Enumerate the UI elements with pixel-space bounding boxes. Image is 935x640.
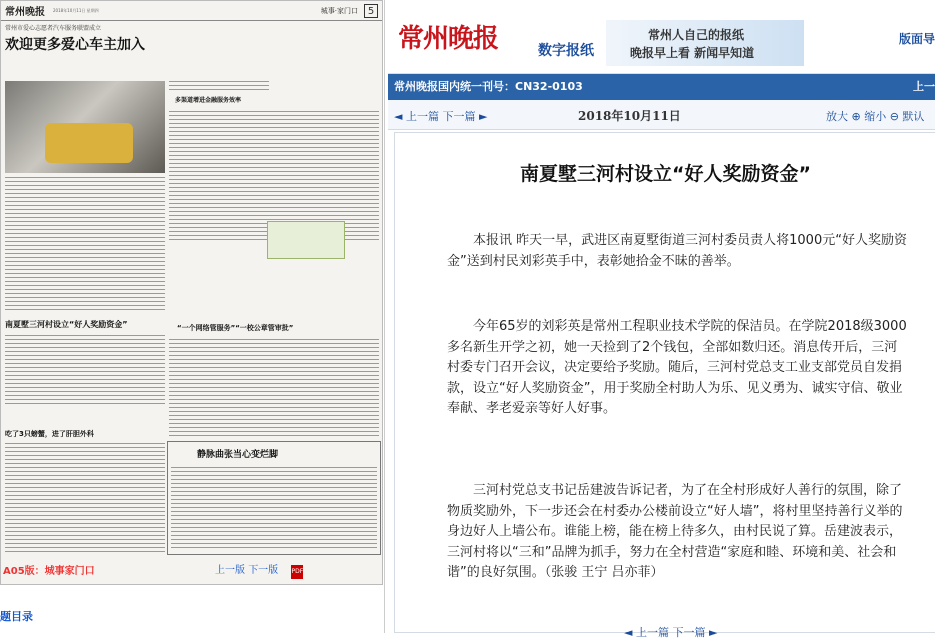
layout-nav-link[interactable]: 版面导: [898, 32, 935, 46]
newspaper-page-image[interactable]: [0, 0, 383, 585]
text-block: [169, 81, 269, 93]
directory-link[interactable]: 题目录: [0, 610, 33, 623]
article-body: [394, 132, 935, 633]
site-logo[interactable]: 常州晚报: [398, 24, 499, 54]
newspaper-logo: 常州晚报: [5, 7, 45, 18]
text-block: [169, 339, 379, 439]
text-block: [171, 467, 377, 551]
zoom-controls[interactable]: 放大 ⊕ 缩小 ⊖ 默认: [826, 110, 925, 123]
newspaper-photo: [5, 81, 165, 173]
newspaper-meta: 2018年10月11日 星期四: [53, 7, 99, 13]
issue-date: 2018年10月11日: [578, 109, 681, 123]
text-block: [5, 177, 165, 312]
car-illustration: [45, 123, 133, 163]
issn-text: 常州晚报国内统一刊号：CN32-0103: [394, 80, 583, 93]
article-prev-next[interactable]: ◄ 上一篇 下一篇 ►: [394, 110, 488, 123]
slogan-line2: 晚报早上看 新闻早知道: [630, 46, 755, 60]
newspaper-village-headline[interactable]: 南夏墅三河村设立“好人奖励资金”: [5, 320, 128, 329]
digital-label: 数字报纸: [538, 43, 594, 59]
article-paragraph-2: 今年65岁的刘彩英是常州工程职业技术学院的保洁员。在学院2018级3000多名新生开学之初，她一天捡到了2个钱包，全部如数归还。消息传开后，三河村委专门召开会议，决定要给予奖励。随后，三河村党总支工业支部党员自发捐款，设立“好人奖励资金”，用于奖励全村助人为乐、见义勇为、诚实守信、敬业奉献、孝老爱亲等好人好事。: [447, 319, 907, 416]
issn-right-link[interactable]: 上一: [913, 80, 935, 93]
bottom-pager[interactable]: ◄ 上一篇 下一篇 ►: [624, 626, 718, 639]
newspaper-section: 城事·家门口: [320, 6, 358, 15]
issn-bar: [388, 74, 935, 100]
newspaper-footer: [1, 556, 383, 582]
article-headline: 南夏墅三河村设立“好人奖励资金”: [520, 163, 811, 185]
newspaper-health-headline[interactable]: 吃了3只螃蟹，进了肝胆外科: [5, 430, 94, 438]
footer-section-label: A05版：城事家门口: [3, 566, 95, 577]
newspaper-ad: [267, 221, 345, 259]
newspaper-tcm-headline[interactable]: 静脉曲张当心变烂脚: [197, 447, 278, 460]
text-block: [5, 335, 165, 405]
next-page-link[interactable]: 下一版: [248, 565, 279, 576]
slogan-box: [606, 20, 804, 66]
newspaper-subheadline: 常州市爱心志愿者汽车服务联盟成立: [5, 25, 102, 32]
footer-nav: [215, 561, 303, 579]
slogan-line1: 常州人自己的报纸: [648, 28, 745, 42]
article-paragraph-3: 三河村党总支书记岳建波告诉记者，为了在全村形成好人善行的氛围，除了物质奖励外，下一步还会在村委办公楼前设立“好人墙”，将村里坚持善行义举的身边好人上墙公布。谁能上榜，能在榜上待多久，由村民说了算。岳建波表示，三河村将以“三和”品牌为抓手，努力在全村营造“家庭和睦、环境和美、社会和谐”的良好氛围。（张骏 王宁 吕亦菲）: [447, 483, 903, 580]
newspaper-grid-headline[interactable]: “一个网络管服务”“一校公章管审批”: [177, 324, 294, 332]
article-panel: [388, 0, 935, 639]
newspaper-headline[interactable]: 欢迎更多爱心车主加入: [5, 37, 145, 53]
article-toolbar: [388, 100, 935, 130]
newspaper-finance-headline[interactable]: 多渠道增进金融服务效率: [175, 97, 242, 104]
pdf-icon[interactable]: PDF: [291, 565, 303, 579]
newspaper-header: [1, 1, 382, 21]
site-banner: [388, 0, 935, 74]
text-block: [5, 443, 165, 553]
prev-page-link[interactable]: 上一版: [215, 565, 245, 576]
newspaper-panel: [0, 0, 385, 633]
newspaper-page-number: 5: [364, 4, 378, 18]
article-paragraph-1: 本报讯 昨天一早，武进区南夏墅街道三河村委员责人将1000元“好人奖励资金”送到村民刘彩英手中，表彰她拾金不昧的善举。: [447, 233, 907, 269]
